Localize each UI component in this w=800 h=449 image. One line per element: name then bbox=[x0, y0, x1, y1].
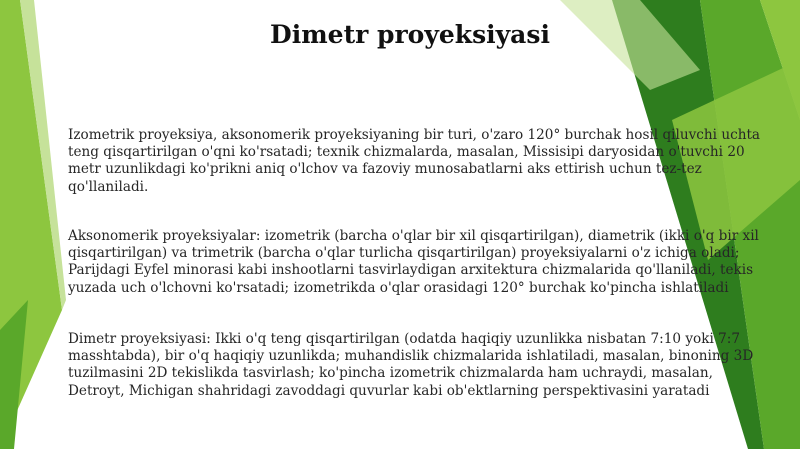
paragraph-axonometric: Aksonomerik proyeksiyalar: izometrik (barcha o'qlar bir xil qisqartirilgan), diametrik (ikki o'q bir xil qisqartirilgan) va trimetrik (barcha o'qlar turlicha qisqartirilgan) proyeksiyalarni o'z ichiga oladi; Parijdagi Eyfel minorasi kabi inshootlarni tasvirlaydigan arxitektura chizmalarida qo'llaniladi, tekis yuzada uch o'lchovni ko'rsatadi; izometrikda o'qlar orasidagi 120° burchak ko'pincha ishlatiladi bbox=[68, 228, 759, 296]
paragraph-dimetric: Dimetr proyeksiyasi: Ikki o'q teng qisqartirilgan (odatda haqiqiy uzunlikka nisbatan 7:10 yoki 7:7 masshtabda), bir o'q haqiqiy uzunlikda; muhandislik chizmalarida ishlatiladi, masalan, binoning 3D tuzilmasini 2D tekislikda tasvirlash; ko'pincha izometrik chizmalarda ham uchraydi, masalan, Detroyt, Michigan shahridagi zavoddagi quvurlar kabi ob'ektlarning perspektivasini yaratadi bbox=[68, 331, 754, 399]
paragraph-isometric: Izometrik proyeksiya, aksonomerik proyeksiyaning bir turi, o'zaro 120° burchak hosil qiluvchi uchta teng qisqartirilgan o'qni ko'rsatadi; texnik chizmalarda, masalan, Missisipi daryosidan o'tuvchi 20 metr uzunlikdagi ko'prikni aniq o'lchov va fazoviy munosabatlarni aks ettirish uchun tez-tez qo'llaniladi. bbox=[68, 127, 761, 195]
slide-title: Dimetr proyeksiyasi bbox=[270, 20, 550, 49]
